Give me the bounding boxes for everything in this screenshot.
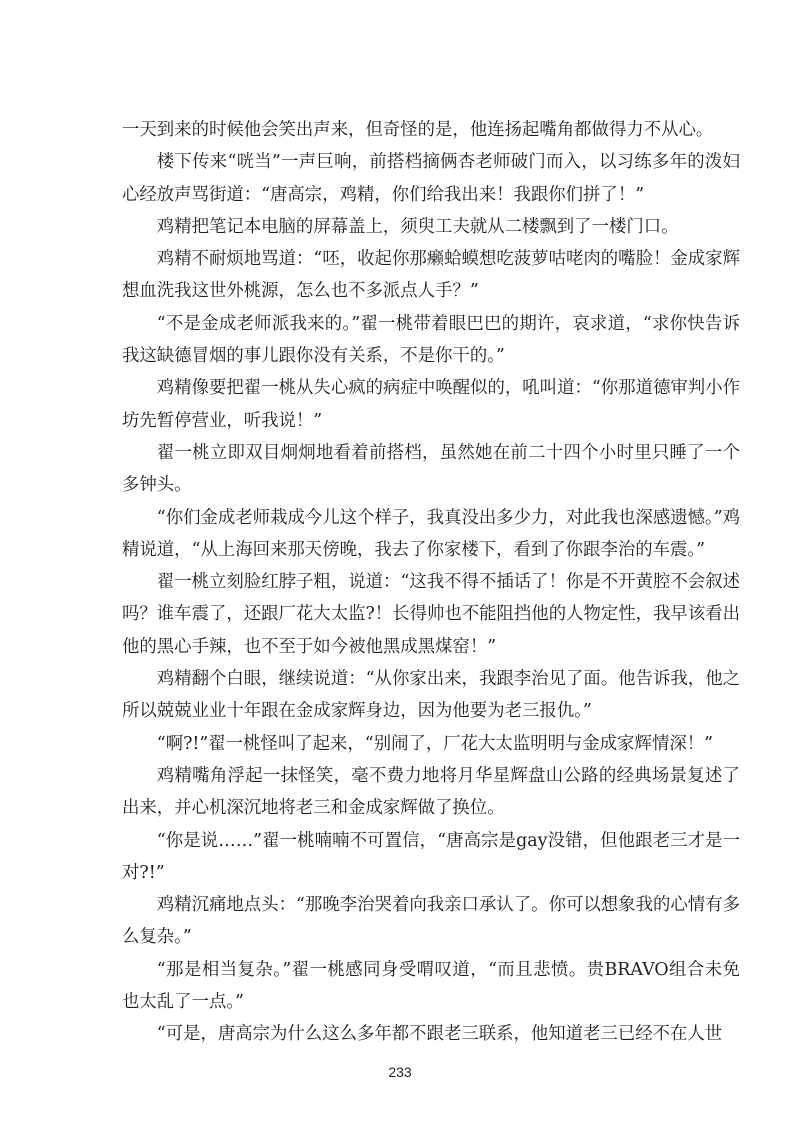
paragraph-7: 翟一桃立即双目炯炯地看着前搭档，虽然她在前二十四个小时里只睡了一个多钟头。 (122, 442, 740, 496)
body-text (122, 114, 740, 1051)
paragraph-14: 鸡精沉痛地点头：“那晚李治哭着向我亲口承认了。你可以想象我的心情有多么复杂。” (122, 895, 740, 948)
paragraph-5: “不是金成老师派我来的。”翟一桃带着眼巴巴的期许，哀求道，“求你快告诉我这缺德冒烟的事儿跟你没有关系，不是你干的。” (122, 313, 740, 367)
paragraph-16: “可是，唐高宗为什么这么多年都不跟老三联系，他知道老三已经不在人世 (156, 1024, 723, 1045)
paragraph-8: “你们金成老师栽成今儿这个样子，我真没出多少力，对此我也深感遗憾。”鸡精说道，“从上海回来那天傍晚，我去了你家楼下，看到了你跟李治的车震。” (122, 507, 740, 560)
paragraph-6: 鸡精像要把翟一桃从失心疯的病症中唤醒似的，吼叫道：“你那道德审判小作坊先暂停营业，听我说！” (122, 378, 740, 431)
paragraph-11: “啊?!”翟一桃怪叫了起来，“别闹了，厂花大太监明明与金成家辉情深！” (156, 733, 714, 754)
paragraph-12: 鸡精嘴角浮起一抹怪笑，毫不费力地将月华星辉盘山公路的经典场景复述了出来，并心机深沉地将老三和金成家辉做了换位。 (122, 765, 740, 819)
page-number: 233 (388, 1064, 412, 1080)
paragraph-13: “你是说……”翟一桃喃喃不可置信，“唐高宗是gay没错，但他跟老三才是一对?!” (122, 830, 740, 883)
paragraph-10: 鸡精翻个白眼，继续说道：“从你家出来，我跟李治见了面。他告诉我，他之所以兢兢业业十年跟在金成家辉身边，因为他要为老三报仇。” (122, 669, 740, 722)
paragraph-1: 一天到来的时候他会笑出声来，但奇怪的是，他连扬起嘴角都做得力不从心。 (122, 120, 714, 140)
paragraph-2: 楼下传来“咣当”一声巨响，前搭档摘俩杏老师破门而入，以习练多年的泼妇心经放声骂街道：“唐高宗，鸡精，你们给我出来！我跟你们拼了！” (122, 152, 740, 205)
paragraph-3: 鸡精把笔记本电脑的屏幕盖上，须臾工夫就从二楼飘到了一楼门口。 (156, 216, 679, 237)
paragraph-9: 翟一桃立刻脸红脖子粗，说道：“这我不得不插话了！你是不开黄腔不会叙述吗？谁车震了，还跟厂花大太监?！长得帅也不能阻挡他的人物定性，我早该看出他的黑心手辣，也不至于如今被他黑成黑煤窑！” (122, 572, 740, 657)
paragraph-15: “那是相当复杂。”翟一桃感同身受喟叹道，“而且悲愤。贵BRAVO组合未免也太乱了一点。” (122, 959, 740, 1013)
paragraph-4: 鸡精不耐烦地骂道：“呸，收起你那癞蛤蟆想吃菠萝咕咾肉的嘴脸！金成家辉想血洗我这世外桃源，怎么也不多派点人手？” (122, 249, 740, 302)
